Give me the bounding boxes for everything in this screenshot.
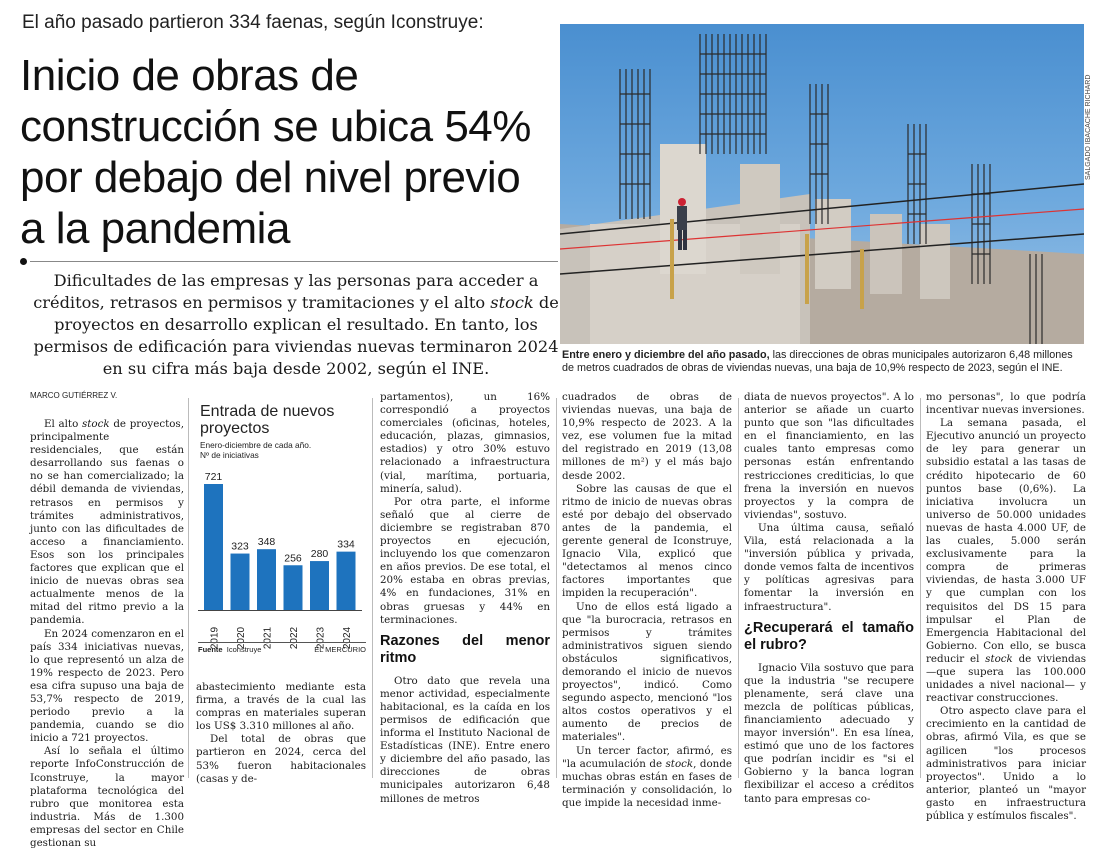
headline xyxy=(20,50,560,254)
chart-subtitle: Enero-diciembre de cada año. xyxy=(200,440,312,450)
paragraph: Del total de obras que partieron en 2024, cerca del 53% fueron habitacionales (casas y de- xyxy=(196,733,366,785)
x-tick-label: 2024 xyxy=(342,626,353,650)
paragraph: cuadrados de obras de viviendas nuevas, una baja de 10,9% respecto de 2023. A la vez, ese volumen fue la mitad del registrado en 2019 (13,08 millones de m²) y el más bajo desde 2002. xyxy=(562,391,732,482)
paragraph: diata de nuevos proyectos". A lo anterior se añade un cuarto punto que son "las dificultades en el financiamiento, en las cuales tanto empresas como personas están enfrentando restricciones crediticias, lo que frena la inversión en nuevos proyectos y la compra de viviendas", sostuvo. xyxy=(744,391,914,521)
x-tick-label: 2021 xyxy=(262,626,274,650)
paragraph: mo personas", lo que podría incentivar nuevas inversiones. xyxy=(926,391,1086,417)
bar-2022 xyxy=(284,565,303,610)
headline-line: Inicio de obras de xyxy=(20,51,359,100)
bar-2019 xyxy=(204,484,223,610)
bar-2024 xyxy=(337,552,356,610)
column-3-bottom xyxy=(380,675,550,806)
bar-chart xyxy=(196,391,366,653)
chart-title: Entrada de nuevos proyectos xyxy=(200,403,335,437)
paragraph: Uno de ellos está ligado a que "la burocracia, retrasos en permisos y trámites administrativos siguen siendo obstáculos significativos, demorando el inicio de nuevos proyectos", indicó. Como segundo aspecto, mencionó "los altos costos operativos y el aumento de precios de materiales". xyxy=(562,600,732,744)
paragraph: partamentos), un 16% correspondió a proyectos comerciales (oficinas, hoteles, educación, plazas, gimnasios, estadios) y otro 30% estuvo relacionado a infraestructura (vial, marítima, portuaria, minería, salud). xyxy=(380,391,550,495)
deck-text-end: de proyectos en desarrollo explican el resultado. En tanto, los permisos de edificación para viviendas nuevas terminaron 2024 en su cifra más baja desde 2002, según el INE. xyxy=(33,293,559,378)
deck-text: Dificultades de las empresas y las personas para acceder a créditos, retrasos en permisos y tramitaciones y el alto xyxy=(33,271,539,312)
photo-credit: SALGADO IBACACHE RICHARD xyxy=(1085,74,1092,180)
column-divider xyxy=(738,398,739,778)
paragraph: abastecimiento mediante esta firma, a través de la cual las compras en materiales superan los US$ 3.310 millones al año. xyxy=(196,681,366,733)
bar-value-label: 721 xyxy=(204,471,223,483)
column-divider xyxy=(372,398,373,778)
column-3-top xyxy=(380,391,550,627)
chart-footer xyxy=(198,642,366,654)
paragraph: Otro aspecto clave para el crecimiento en la cantidad de obras, afirmó Vila, es que se agilicen "los procesos administrativos para iniciar proyectos". Unido a lo anterior, planteó un "mayor gasto en infraestructura pública y estímulos fiscales". xyxy=(926,705,1086,822)
subhead-razones: Razones del menor ritmo xyxy=(380,632,550,666)
x-tick-label: 2022 xyxy=(289,626,300,650)
column-5-top xyxy=(744,391,914,614)
body-column-2 xyxy=(196,681,366,786)
column-5-bottom xyxy=(744,662,914,806)
headline-line: construcción se ubica 54% xyxy=(20,102,531,151)
chart-plot xyxy=(196,460,366,650)
body-column-4 xyxy=(562,391,732,810)
deck-divider xyxy=(30,261,558,262)
chart-units: Nº de iniciativas xyxy=(200,450,259,460)
construction-photo xyxy=(560,24,1084,344)
x-tick-label: 2020 xyxy=(236,626,247,650)
paragraph: La semana pasada, el Ejecutivo anunció un proyecto de ley para generar un subsidio estatal a las tasas de crédito hipotecario de 60 puntos base (0,6%). La iniciativa involucra un universo de 50.000 unidades nuevas de hasta 4.000 UF, de las cuales, 5.000 serán exclusivamente para la compra de primeras viviendas, de hasta 3.000 UF y que cumplan con los requisitos del DS 15 para impulsar el Plan de Emergencia Habitacional del Gobierno. Con ello, se busca reducir el stock de viviendas —que supera las 100.000 unidades a nivel nacional— y reactivar construcciones. xyxy=(926,417,1086,705)
bar-2021 xyxy=(257,549,276,610)
body-column-3 xyxy=(380,391,550,806)
paragraph: Sobre las causas de que el ritmo de inicio de nuevas obras esté por debajo del observado antes de la pandemia, el gerente general de Iconstruye, Ignacio Vila, explicó que "detectamos al menos cinco factores importantes que impiden la recuperación". xyxy=(562,482,732,600)
caption-lead: Entre enero y diciembre del año pasado, xyxy=(562,349,770,361)
photo-caption xyxy=(562,349,1084,375)
subhead-recuperara: ¿Recuperará el tamaño el rubro? xyxy=(744,619,914,653)
bar-value-label: 280 xyxy=(310,548,329,561)
column-divider xyxy=(920,398,921,778)
paragraph: Otro dato que revela una menor actividad, especialmente habitacional, es la caída en los permisos de edificación que informa el Instituto Nacional de Estadísticas (INE). Entre enero y diciembre del año pasado, las direcciones de obras municipales autorizaron 6,48 millones de metros xyxy=(380,674,550,805)
kicker: El año pasado partieron 334 faenas, según Iconstruye: xyxy=(22,12,484,33)
deck-bullet xyxy=(20,258,27,265)
body-column-5 xyxy=(744,391,914,806)
x-tick-label: 2019 xyxy=(209,626,221,650)
paragraph: Una última causa, señaló Vila, está relacionada a la "inversión pública y privada, donde vemos falta de incentivos y políticas agresivas para fomentar la inversión en infraestructura". xyxy=(744,521,914,613)
construction-photo-illustration xyxy=(560,24,1084,344)
chart-source: Fuente Iconstruye xyxy=(198,645,262,654)
paragraph: El alto stock de proyectos, principalmente residenciales, que están desarrollando sus faenas o no se han comercializado; la débil demanda de viviendas, retrasos en permisos y trámites administrativos, junto con las dificultades de acceso a financiamiento. Esos son los principales factores que explican que el inicio de nuevas obras sea actualmente menos de la mitad del ritmo previo a la pandemia. xyxy=(30,418,184,627)
paragraph: Por otra parte, el informe señaló que al cierre de diciembre se registraban 870 proyectos en ejecución, incluyendo los que comenzaron en años previos. De ese total, el 20% estaba en obras previas, 4% en fundaciones, 31% en obras gruesas y 44% en terminaciones. xyxy=(380,495,550,626)
paragraph: En 2024 comenzaron en el país 334 iniciativas nuevas, lo que representó un alza de 19% respecto de 2023. Pero esa cifra supuso una baja de 53,7% respecto de 2019, periodo previo a la pandemia, cuando se dio inicio a 721 proyectos. xyxy=(30,627,184,745)
column-divider xyxy=(188,398,189,778)
deck-italic: stock xyxy=(490,293,534,312)
bar-2020 xyxy=(231,554,250,610)
headline-line: a la pandemia xyxy=(20,204,290,253)
paragraph: Ignacio Vila sostuvo que para que la industria "se recupere plenamente, será clave una mezcla de políticas públicas, financiamiento adecuado y mayor inversión". En esa línea, estimó que uno de los factores que podrían incidir es "si el Gobierno y la banca logran flexibilizar el acceso a créditos tanto para empresas co- xyxy=(744,661,914,805)
bar-value-label: 256 xyxy=(284,552,302,565)
deck xyxy=(30,270,562,380)
caption-text: las direcciones de obras municipales autorizaron 6,48 millones de metros cuadrados de obras de viviendas nuevas, una baja de 10,9% respecto de 2023, según el INE. xyxy=(562,349,1073,374)
paragraph: Así lo señala el último reporte InfoConstrucción de Iconstruye, la mayor plataforma tecnológica del rubro que monitorea esta industria. Más de 1.300 empresas del sector en Chile gestionan su xyxy=(30,745,184,849)
body-column-1 xyxy=(30,418,184,850)
bar-2023 xyxy=(310,561,329,610)
body-column-6 xyxy=(926,391,1086,823)
chart-publisher: EL MERCURIO xyxy=(314,645,366,654)
bar-value-label: 334 xyxy=(337,538,355,551)
column-divider xyxy=(556,398,557,778)
paragraph: Un tercer factor, afirmó, es "la acumulación de stock, donde muchas obras están en fases de terminación y consolidación, lo que impide la necesidad inme- xyxy=(562,744,733,809)
x-tick-label: 2023 xyxy=(315,626,327,650)
bar-value-label: 323 xyxy=(231,540,249,553)
headline-line: por debajo del nivel previo xyxy=(20,153,521,202)
byline: MARCO GUTIÉRREZ V. xyxy=(30,391,118,400)
bar-value-label: 348 xyxy=(257,536,276,549)
